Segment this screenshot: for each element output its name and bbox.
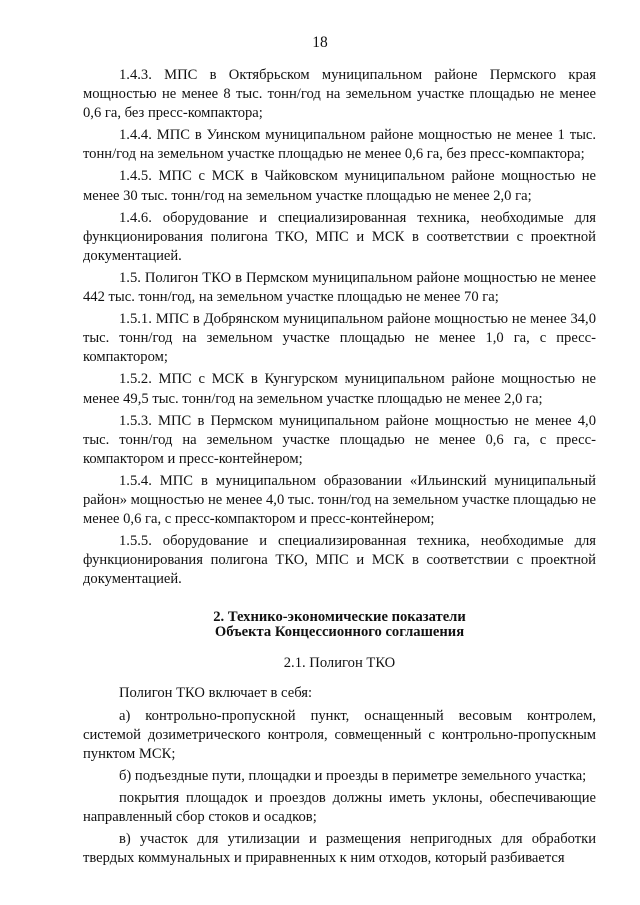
paragraph-1-4-6: 1.4.6. оборудование и специализированная техника, необходимые для функционирования полигона ТКО, МПС и МСК в соответствии с проектной документацией.: [83, 209, 596, 264]
paragraph-item-v: в) участок для утилизации и размещения непригодных для обработки твердых коммунальных и приравненных к ним отходов, который разбивается: [83, 831, 596, 867]
paragraph-1-5-5: 1.5.5. оборудование и специализированная техника, необходимые для функционирования полигона ТКО, МПС и МСК в соответствии с проектной документацией.: [83, 533, 596, 588]
paragraph-1-5-3: 1.5.3. МПС в Пермском муниципальном районе мощностью не менее 4,0 тыс. тонн/год на земельном участке площадью не менее 0,6 га, с пресс-компактором и пресс-контейнером;: [83, 412, 596, 467]
subsection-heading: 2.1. Полигон ТКО: [283, 655, 396, 672]
paragraph-1-5-4: 1.5.4. МПС в муниципальном образовании «Ильинский муниципальный район» мощностью не менее 4,0 тыс. тонн/год на земельном участке площадью не менее 0,6 га, с пресс-компактором и пресс-контейнером;: [83, 472, 596, 528]
paragraph-1-5: 1.5. Полигон ТКО в Пермском муниципальном районе мощностью не менее 442 тыс. тонн/год, на земельном участке площадью не менее 70 га;: [83, 269, 596, 306]
section-heading: [83, 610, 596, 640]
paragraph-intro: Полигон ТКО включает в себя:: [119, 685, 313, 702]
section-heading-line-1: 2. Технико-экономические показатели: [213, 609, 466, 626]
paragraph-item-a: а) контрольно-пропускной пункт, оснащенный весовым контролем, системой дозиметрического контроля, совмещенный с контрольно-пропускным пунктом МСК;: [83, 707, 596, 762]
paragraph-1-5-1: 1.5.1. МПС в Добрянском муниципальном районе мощностью не менее 34,0 тыс. тонн/год на земельном участке площадью не менее 1,0 га, с пресс-компактором;: [83, 311, 596, 366]
paragraph-1-5-2: 1.5.2. МПС с МСК в Кунгурском муниципальном районе мощностью не менее 49,5 тыс. тонн/год на земельном участке площадью не менее 2,0 га;: [83, 371, 596, 407]
page-number: 18: [312, 34, 328, 51]
paragraph-coverings: покрытия площадок и проездов должны иметь уклоны, обеспечивающие направленный сбор стоков и осадков;: [83, 789, 596, 825]
paragraph-item-b: б) подъездные пути, площадки и проезды в периметре земельного участка;: [119, 767, 587, 784]
paragraph-1-4-3: 1.4.3. МПС в Октябрьском муниципальном районе Пермского края мощностью не менее 8 тыс. тонн/год на земельном участке площадью не менее 0,6 га, без пресс-компактора;: [83, 67, 596, 122]
document-body: [83, 66, 596, 871]
paragraph-1-4-4: 1.4.4. МПС в Уинском муниципальном районе мощностью не менее 1 тыс. тонн/год на земельном участке площадью не менее 0,6 га, без пресс-компактора;: [83, 127, 596, 163]
paragraph-1-4-5: 1.4.5. МПС с МСК в Чайковском муниципальном районе мощностью не менее 30 тыс. тонн/год на земельном участке площадью не менее 2,0 га;: [83, 168, 596, 204]
section-heading-line-2: Объекта Концессионного соглашения: [214, 624, 465, 641]
